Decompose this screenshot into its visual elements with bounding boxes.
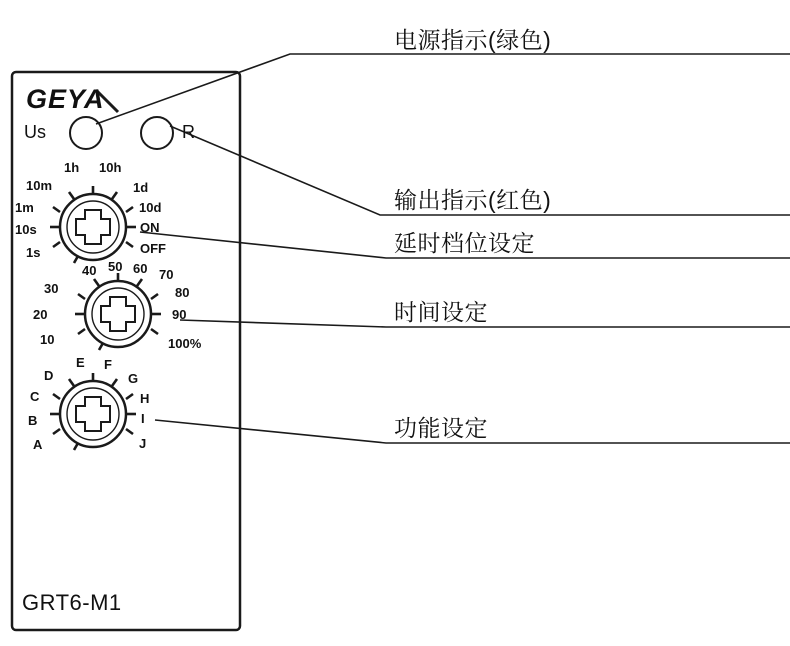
device-model-label: GRT6-M1 (22, 590, 122, 615)
time-dial-label-50: 50 (108, 259, 123, 274)
callout-output-indicator: 输出指示(红色) (394, 187, 552, 213)
time-dial-label-80: 80 (175, 285, 190, 300)
callout-power-indicator: 电源指示(绿色) (394, 27, 552, 53)
time-dial-label-20: 20 (33, 307, 48, 322)
time-dial-label-70: 70 (159, 267, 174, 282)
function-dial-label-a: A (33, 437, 43, 452)
function-dial-label-g: G (128, 371, 139, 386)
callout-function-setting: 功能设定 (394, 415, 488, 441)
range-dial-label-10s: 10s (15, 222, 37, 237)
time-dial-label-40: 40 (82, 263, 97, 278)
function-dial-label-h: H (140, 391, 150, 406)
time-dial-label-60: 60 (133, 261, 148, 276)
function-dial-label-e: E (76, 355, 85, 370)
time-dial-label-100: 100% (168, 336, 202, 351)
range-dial-label-10m: 10m (26, 178, 53, 193)
callout-time-setting: 时间设定 (394, 299, 488, 325)
range-dial-label-1d: 1d (133, 180, 149, 195)
range-dial-label-10d: 10d (139, 200, 162, 215)
brand-logo: GEYA (26, 84, 105, 114)
terminal-us-label: Us (24, 122, 46, 142)
range-dial-label-on: ON (140, 220, 160, 235)
range-dial-label-10h: 10h (99, 160, 122, 175)
callout-range-setting: 延时档位设定 (394, 230, 535, 256)
time-dial-label-30: 30 (44, 281, 59, 296)
power-led-icon (70, 117, 102, 149)
range-dial-label-1s: 1s (26, 245, 41, 260)
device-body (12, 72, 240, 630)
output-led-icon (141, 117, 173, 149)
range-dial-label-1h: 1h (64, 160, 80, 175)
terminal-r-label: R (182, 122, 195, 142)
function-dial-label-c: C (30, 389, 40, 404)
function-dial-label-j: J (139, 436, 147, 451)
function-dial-label-d: D (44, 368, 54, 383)
range-dial-label-1m: 1m (15, 200, 34, 215)
time-dial-label-90: 90 (172, 307, 187, 322)
function-dial-label-b: B (28, 413, 38, 428)
function-dial-label-i: I (141, 411, 145, 426)
time-dial-label-10: 10 (40, 332, 55, 347)
function-dial-label-f: F (104, 357, 112, 372)
range-dial-label-off: OFF (140, 241, 166, 256)
